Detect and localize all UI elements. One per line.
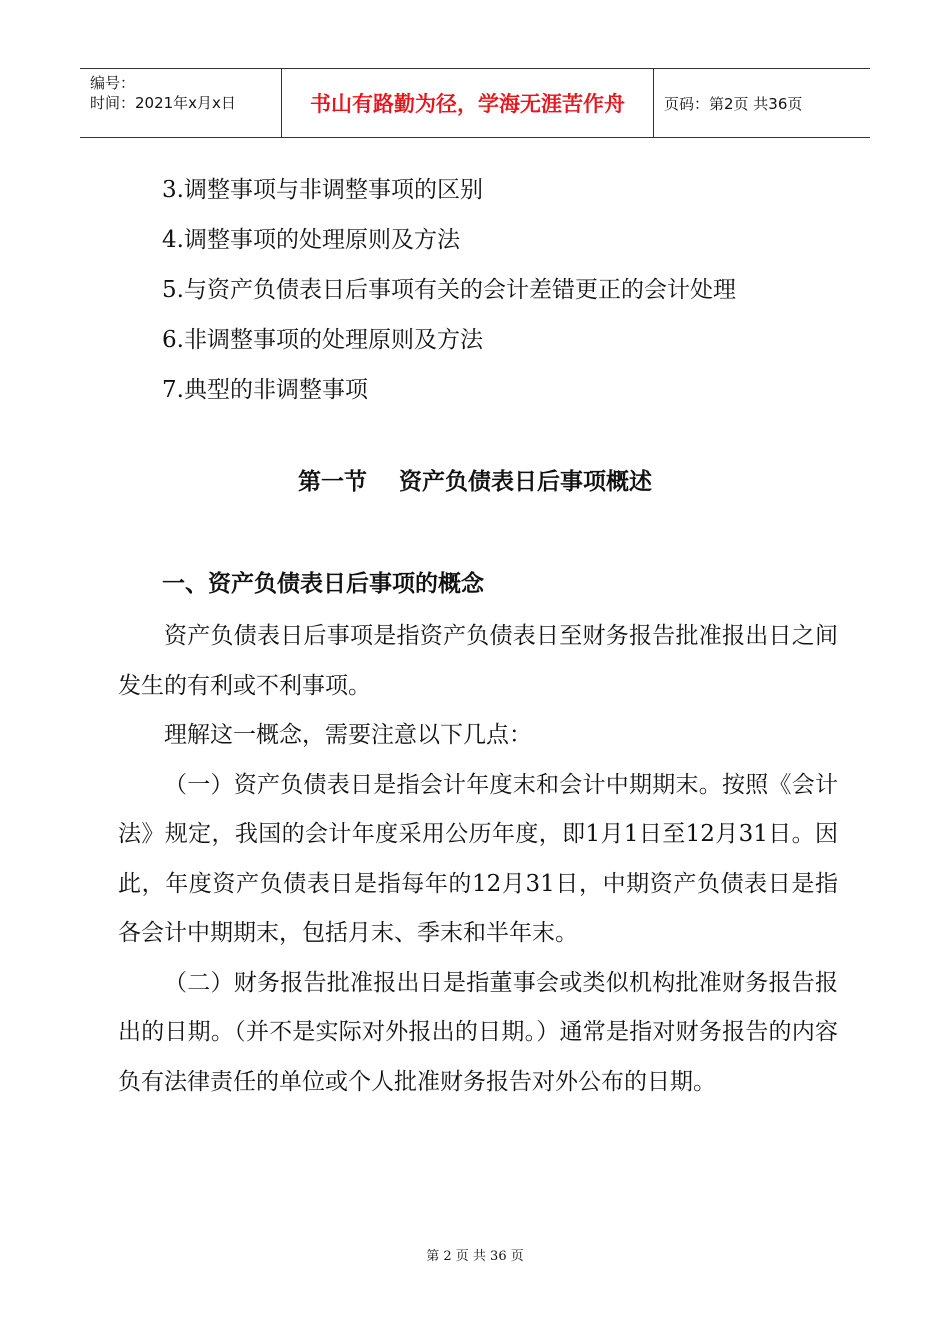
document-time-label: 时间：2021年x月x日 [90, 94, 236, 112]
outline-item: 4.调整事项的处理原则及方法 [162, 227, 460, 253]
header-page-info: 页码：第2页 共36页 [664, 94, 803, 113]
outline-list [162, 165, 736, 415]
body-text [118, 612, 838, 1107]
page-footer: 第 2 页 共 36 页 [426, 1249, 524, 1264]
outline-item: 6.非调整事项的处理原则及方法 [162, 327, 483, 353]
page-header [80, 68, 870, 138]
paragraph: （一）资产负债表日是指会计年度末和会计中期期末。按照《会计法》规定，我国的会计年度采用公历年度，即1月1日至12月31日。因此，年度资产负债表日是指每年的12月31日，中期资产负债表日是指各会计中期期末，包括月末、季末和半年末。 [118, 771, 838, 946]
subheading: 一、资产负债表日后事项的概念 [162, 571, 484, 597]
paragraph: （二）财务报告批准报出日是指董事会或类似机构批准财务报告报出的日期。（并不是实际对外报出的日期。）通常是指对财务报告的内容负有法律责任的单位或个人批准财务报告对外公布的日期。 [118, 969, 838, 1095]
outline-item: 5.与资产负债表日后事项有关的会计差错更正的会计处理 [162, 277, 736, 303]
paragraph: 资产负债表日后事项是指资产负债表日至财务报告批准报出日之间发生的有利或不利事项。 [118, 623, 838, 699]
paragraph: 理解这一概念，需要注意以下几点： [164, 722, 532, 748]
outline-item: 7.典型的非调整事项 [162, 377, 368, 403]
header-motto: 书山有路勤为径，学海无涯苦作舟 [282, 69, 654, 137]
header-meta [80, 69, 282, 137]
outline-item: 3.调整事项与非调整事项的区别 [162, 177, 483, 203]
section-title: 第一节 资产负债表日后事项概述 [297, 469, 653, 495]
document-number-label: 编号： [90, 74, 136, 92]
